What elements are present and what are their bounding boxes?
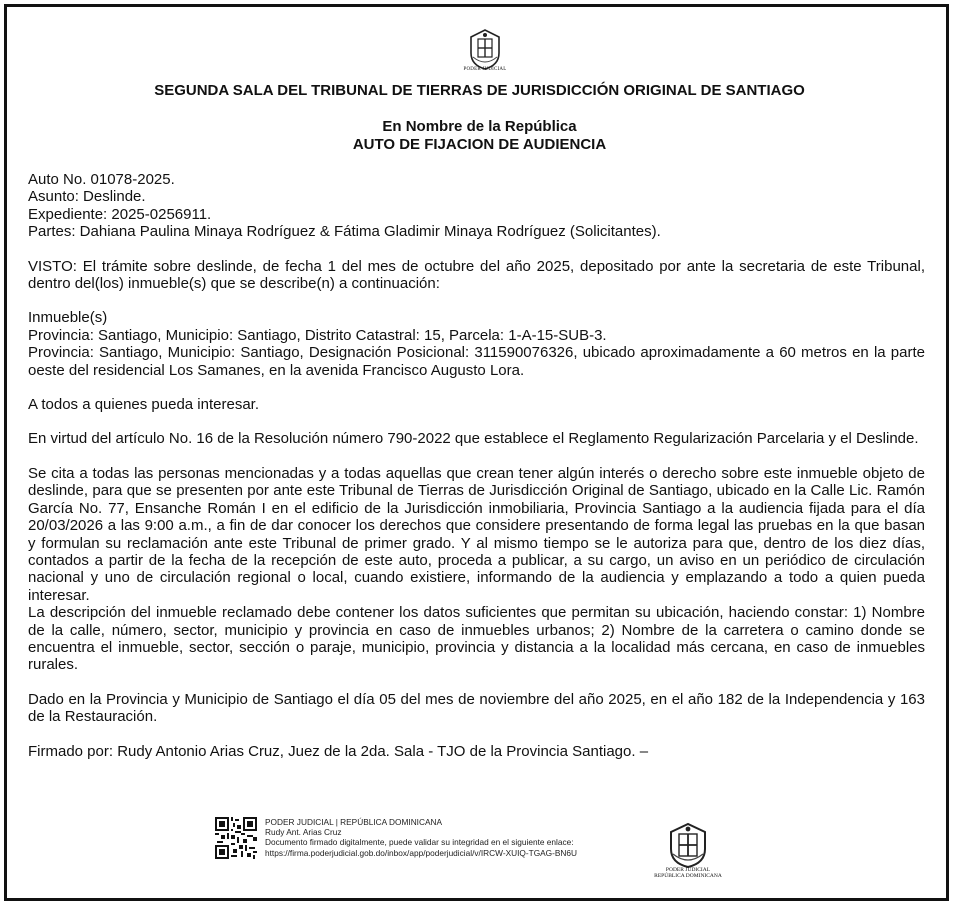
inmueble-item-2: Provincia: Santiago, Municipio: Santiago, Designación Posicional: 311590076326, ubicado aproximadamente a 60 metros en la parte oeste del residencial Los Samanes, en la avenida Francisco Augusto Lora. [28, 344, 925, 379]
asunto: Asunto: Deslinde. [28, 188, 146, 206]
digital-signature-stamp [215, 815, 635, 865]
inmuebles-label: Inmueble(s) [28, 309, 108, 327]
auto-number: Auto No. 01078-2025. [28, 171, 175, 188]
expediente: Expediente: 2025-0256911. [28, 205, 212, 223]
document-heading [7, 118, 952, 154]
stamp-note: Documento firmado digitalmente, puede validar su integridad en el siguiente enlace: [265, 837, 574, 848]
footer-logo-sub: REPÚBLICA DOMINICANA [654, 873, 722, 879]
document-body [28, 171, 925, 760]
stamp-org: PODER JUDICIAL | REPÚBLICA DOMINICANA [265, 817, 443, 827]
stamp-link[interactable]: https://firma.poderjudicial.gob.do/inbox/app/poderjudicial/v/IRCW-XUIQ-TGAG-BN6U [265, 847, 578, 858]
partes: Partes: Dahiana Paulina Minaya Rodríguez & Fátima Gladimir Minaya Rodríguez (Solicitantes). [28, 223, 661, 241]
poder-judicial-seal-icon [465, 27, 505, 71]
footer-logo-main: PODER JUDICIAL [665, 867, 711, 873]
dado-paragraph: Dado en la Provincia y Municipio de Santiago el día 05 del mes de noviembre del año 2025, en el año 182 de la Independencia y 163 de la Restauración. [28, 690, 925, 726]
document-title: AUTO DE FIJACION DE AUDIENCIA [352, 136, 607, 153]
descripcion-paragraph: La descripción del inmueble reclamado debe contener los datos suficientes que permitan su ubicación, haciendo constar: 1) Nombre de la calle, número, sector, municipio y provincia en caso de inmuebles urbanos; 2) Nombre de la carretera o camino donde se encuentra el inmueble, sector, sección o paraje, municipio, provincia y distancia a la localidad más cercana, en caso de inmuebles rurales. [28, 604, 925, 674]
footer-logo-caption [651, 867, 725, 879]
logo-caption: PODER JUDICIAL [463, 67, 507, 72]
qr-code-icon[interactable] [215, 817, 257, 859]
visto-paragraph: VISTO: El trámite sobre deslinde, de fecha 1 del mes de octubre del año 2025, depositado por ante la secretaria de este Tribunal, dentro del(los) inmueble(s) que se describe(n) a continuación: [28, 257, 925, 293]
republic-subtitle: En Nombre de la República [382, 118, 577, 135]
stamp-signer: Rudy Ant. Arias Cruz [265, 827, 342, 838]
inmueble-item-1: Provincia: Santiago, Municipio: Santiago, Distrito Catastral: 15, Parcela: 1-A-15-SUB-3. [28, 326, 607, 344]
document-page [4, 4, 949, 901]
signature-details [265, 817, 577, 858]
a-todos-paragraph: A todos a quienes pueda interesar. [28, 396, 260, 414]
cita-paragraph: Se cita a todas las personas mencionadas y a todas aquellas que crean tener algún interés o derecho sobre este inmueble objeto de deslinde, para que se presenten por ante este Tribunal de Tierras de Jurisdicción Original de Santiago, ubicado en la Calle Lic. Ramón García No. 77, Ensanche Román I en el edificio de la Jurisdicción inmobiliaria, Provincia Santiago a la audiencia fijada para el día 20/03/2026 a las 9:00 a.m., a fin de dar conocer los derechos que considere presentando de forma legal las pruebas en la que basan y formulan su reclamación ante este Tribunal de primer grado. Y al mismo tiempo se le autoriza para que, dentro de los diez días, contados a partir de la fecha de la recepción de este auto, proceda a publicar, a su cargo, un aviso en un periódico de circulación nacional y uno de circulación regional o local, cuando existiere, informando de la audiencia y emplazando a todo a quien pueda interesar. [28, 464, 925, 604]
firmado-paragraph: Firmado por: Rudy Antonio Arias Cruz, Juez de la 2da. Sala - TJO de la Provincia Santiago. – [28, 742, 649, 760]
virtud-paragraph: En virtud del artículo No. 16 de la Resolución número 790-2022 que establece el Reglamento Regularización Parcelaria y el Deslinde. [28, 430, 919, 448]
court-title: SEGUNDA SALA DEL TRIBUNAL DE TIERRAS DE JURISDICCIÓN ORIGINAL DE SANTIAGO [154, 82, 805, 99]
poder-judicial-seal-bottom-icon [664, 821, 712, 869]
